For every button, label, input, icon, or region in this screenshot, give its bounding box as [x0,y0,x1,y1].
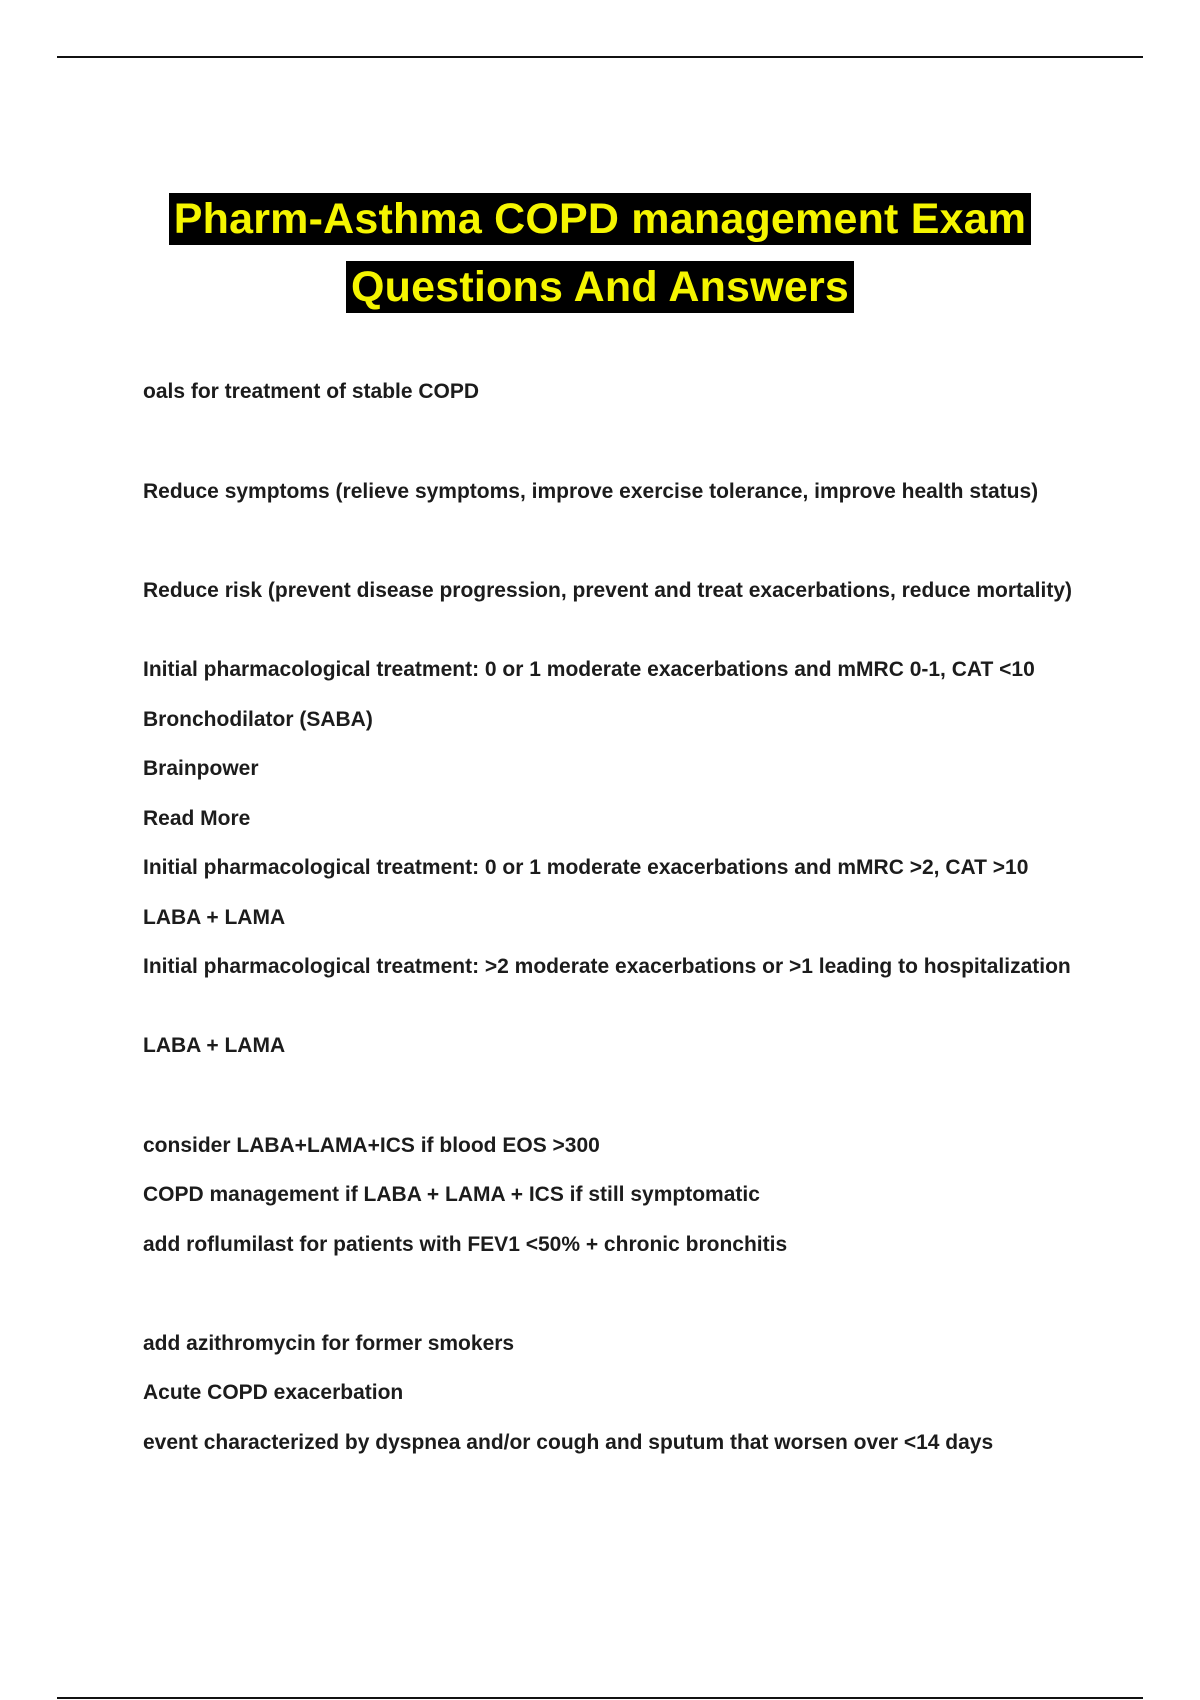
question-still-symptomatic: COPD management if LABA + LAMA + ICS if still symptomatic [143,1183,760,1206]
read-more-link[interactable]: Read More [143,807,251,830]
answer-event-characterized: event characterized by dyspnea and/or cough and sputum that worsen over <14 days [143,1431,994,1454]
answer-roflumilast: add roflumilast for patients with FEV1 <50% + chronic bronchitis [143,1233,788,1256]
answer-consider-ics: consider LABA+LAMA+ICS if blood EOS >300 [143,1134,600,1157]
answer-reduce-symptoms: Reduce symptoms (relieve symptoms, improve exercise tolerance, improve health status) [143,480,1039,503]
page-title [0,190,1200,326]
question-initial-treatment-1: Initial pharmacological treatment: 0 or 1 moderate exacerbations and mMRC 0-1, CAT <10 [143,658,1035,681]
answer-azithromycin: add azithromycin for former smokers [143,1332,515,1355]
question-acute-exacerbation: Acute COPD exacerbation [143,1381,404,1404]
question-initial-treatment-2: Initial pharmacological treatment: 0 or 1 moderate exacerbations and mMRC >2, CAT >10 [143,856,1029,879]
question-goals: oals for treatment of stable COPD [143,380,480,403]
header-rule [57,56,1143,58]
answer-bronchodilator: Bronchodilator (SABA) [143,708,373,731]
question-initial-treatment-3: Initial pharmacological treatment: >2 moderate exacerbations or >1 leading to hospitalization [143,955,1071,978]
title-line-1: Pharm-Asthma COPD management Exam [169,193,1032,245]
answer-reduce-risk: Reduce risk (prevent disease progression, prevent and treat exacerbations, reduce mortality) [143,579,1072,602]
answer-laba-lama-1: LABA + LAMA [143,906,286,929]
brainpower-label: Brainpower [143,757,259,780]
answer-laba-lama-2: LABA + LAMA [143,1034,286,1057]
footer-rule [57,1697,1143,1699]
title-line-2: Questions And Answers [346,261,854,313]
